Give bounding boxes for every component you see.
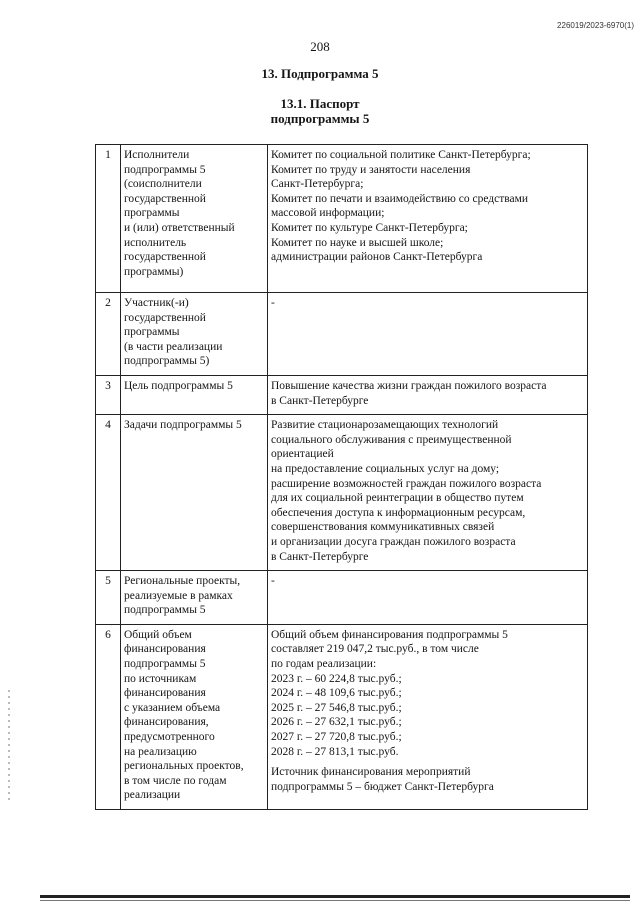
row-value (268, 415, 588, 571)
value-line: составляет 219 047,2 тыс.руб., в том числе (271, 643, 479, 656)
label-line: с указанием объема (124, 701, 221, 714)
value-line: - (271, 297, 275, 309)
label-line: и (или) ответственный (124, 221, 235, 234)
section-subtitle (0, 96, 640, 126)
table-row (96, 375, 588, 414)
value-line: Комитет по социальной политике Санкт-Петербурга; (271, 149, 531, 161)
label-line: Исполнители (124, 149, 190, 161)
table-row (96, 571, 588, 625)
label-line: подпрограммы 5 (124, 658, 206, 671)
label-line: подпрограммы 5 (124, 163, 206, 176)
value-line: Санкт-Петербурга; (271, 178, 364, 191)
value-line: 2024 г. – 48 109,6 тыс.руб.; (271, 687, 402, 700)
value-line: - (271, 575, 275, 588)
row-label (121, 415, 268, 571)
table-row (96, 145, 588, 293)
row-value (268, 145, 588, 293)
label-line: на реализацию (124, 745, 197, 758)
row-value (268, 375, 588, 414)
label-line: Общий объем (124, 628, 192, 641)
label-line: предусмотренного (124, 731, 215, 744)
label-line: программы) (124, 265, 184, 278)
bottom-rule-thin (40, 900, 630, 901)
label-line: Региональные проекты, (124, 575, 241, 588)
row-number: 2 (96, 293, 121, 376)
subtitle-line: 13.1. Паспорт (280, 96, 360, 111)
value-line: социального обслуживания с преимущественной (271, 433, 512, 446)
value-line: Развитие стационарозамещающих технологий (271, 419, 499, 432)
value-line: обеспечения доступа к информационным ресурсам, (271, 506, 526, 519)
label-line: Задачи подпрограммы 5 (124, 419, 242, 432)
value-line: Повышение качества жизни граждан пожилого возраста (271, 379, 547, 392)
label-line: государственной (124, 251, 206, 264)
passport-table (95, 144, 588, 810)
row-label (121, 145, 268, 293)
section-title: 13. Подпрограмма 5 (261, 66, 379, 81)
value-line: Комитет по труду и занятости населения (271, 163, 471, 176)
value-line: в Санкт-Петербурге (271, 550, 369, 563)
label-line: Участник(-и) (124, 297, 189, 309)
row-value (268, 571, 588, 625)
value-line: администрации районов Санкт-Петербурга (271, 251, 483, 264)
label-line: региональных проектов, (124, 760, 244, 773)
row-value (268, 624, 588, 809)
row-label (121, 375, 268, 414)
value-line: на предоставление социальных услуг на дому; (271, 462, 500, 475)
value-line: Комитет по культуре Санкт-Петербурга; (271, 221, 468, 234)
document-id: 226019/2023-6970(1) (557, 21, 634, 30)
value-line: 2026 г. – 27 632,1 тыс.руб.; (271, 716, 402, 729)
row-number: 4 (96, 415, 121, 571)
value-line: в Санкт-Петербурге (271, 394, 369, 407)
label-line: по источникам (124, 672, 197, 685)
label-line: реализации (124, 789, 181, 802)
label-line: государственной (124, 192, 206, 205)
value-line: по годам реализации: (271, 658, 377, 671)
row-label (121, 624, 268, 809)
label-line: подпрограммы 5 (124, 604, 206, 617)
value-line: для их социальной реинтеграции в общество путем (271, 492, 524, 505)
value-line: 2027 г. – 27 720,8 тыс.руб.; (271, 731, 402, 744)
row-label (121, 571, 268, 625)
table-row (96, 624, 588, 809)
value-line: ориентацией (271, 448, 334, 461)
label-line: исполнитель (124, 236, 187, 249)
label-line: реализуемые в рамках (124, 589, 233, 602)
label-line: финансирования, (124, 716, 209, 729)
label-line: финансирования (124, 687, 206, 700)
value-line: Комитет по науке и высшей школе; (271, 236, 444, 249)
value-line: и организации досуга граждан пожилого возраста (271, 535, 516, 548)
row-number: 1 (96, 145, 121, 293)
value-line: подпрограммы 5 – бюджет Санкт-Петербурга (271, 780, 494, 793)
label-line: (в части реализации (124, 340, 223, 353)
row-label (121, 293, 268, 376)
value-line: 2023 г. – 60 224,8 тыс.руб.; (271, 672, 402, 685)
label-line: финансирования (124, 643, 206, 656)
value-line: 2025 г. – 27 546,8 тыс.руб.; (271, 701, 402, 714)
value-line: массовой информации; (271, 207, 385, 220)
label-line: программы (124, 326, 180, 339)
value-line: совершенствования коммуникативных связей (271, 521, 495, 534)
label-line: программы (124, 207, 180, 220)
table-row (96, 415, 588, 571)
row-number: 5 (96, 571, 121, 625)
label-line: подпрограммы 5) (124, 355, 210, 368)
page-number: 208 (310, 39, 330, 54)
row-value (268, 293, 588, 376)
value-line: Общий объем финансирования подпрограммы 5 (271, 628, 508, 641)
label-line: (соисполнители (124, 178, 202, 191)
label-line: Цель подпрограммы 5 (124, 379, 233, 392)
table-row (96, 293, 588, 376)
row-number: 6 (96, 624, 121, 809)
value-line: Источник финансирования мероприятий (271, 766, 471, 779)
value-line: 2028 г. – 27 813,1 тыс.руб. (271, 745, 399, 758)
subtitle-line: подпрограммы 5 (270, 111, 370, 126)
binding-mark (8, 690, 10, 800)
value-line: расширение возможностей граждан пожилого возраста (271, 477, 542, 490)
value-line: Комитет по печати и взаимодействию со средствами (271, 192, 529, 205)
label-line: в том числе по годам (124, 774, 227, 787)
bottom-rule (40, 895, 630, 898)
row-number: 3 (96, 375, 121, 414)
label-line: государственной (124, 311, 206, 324)
